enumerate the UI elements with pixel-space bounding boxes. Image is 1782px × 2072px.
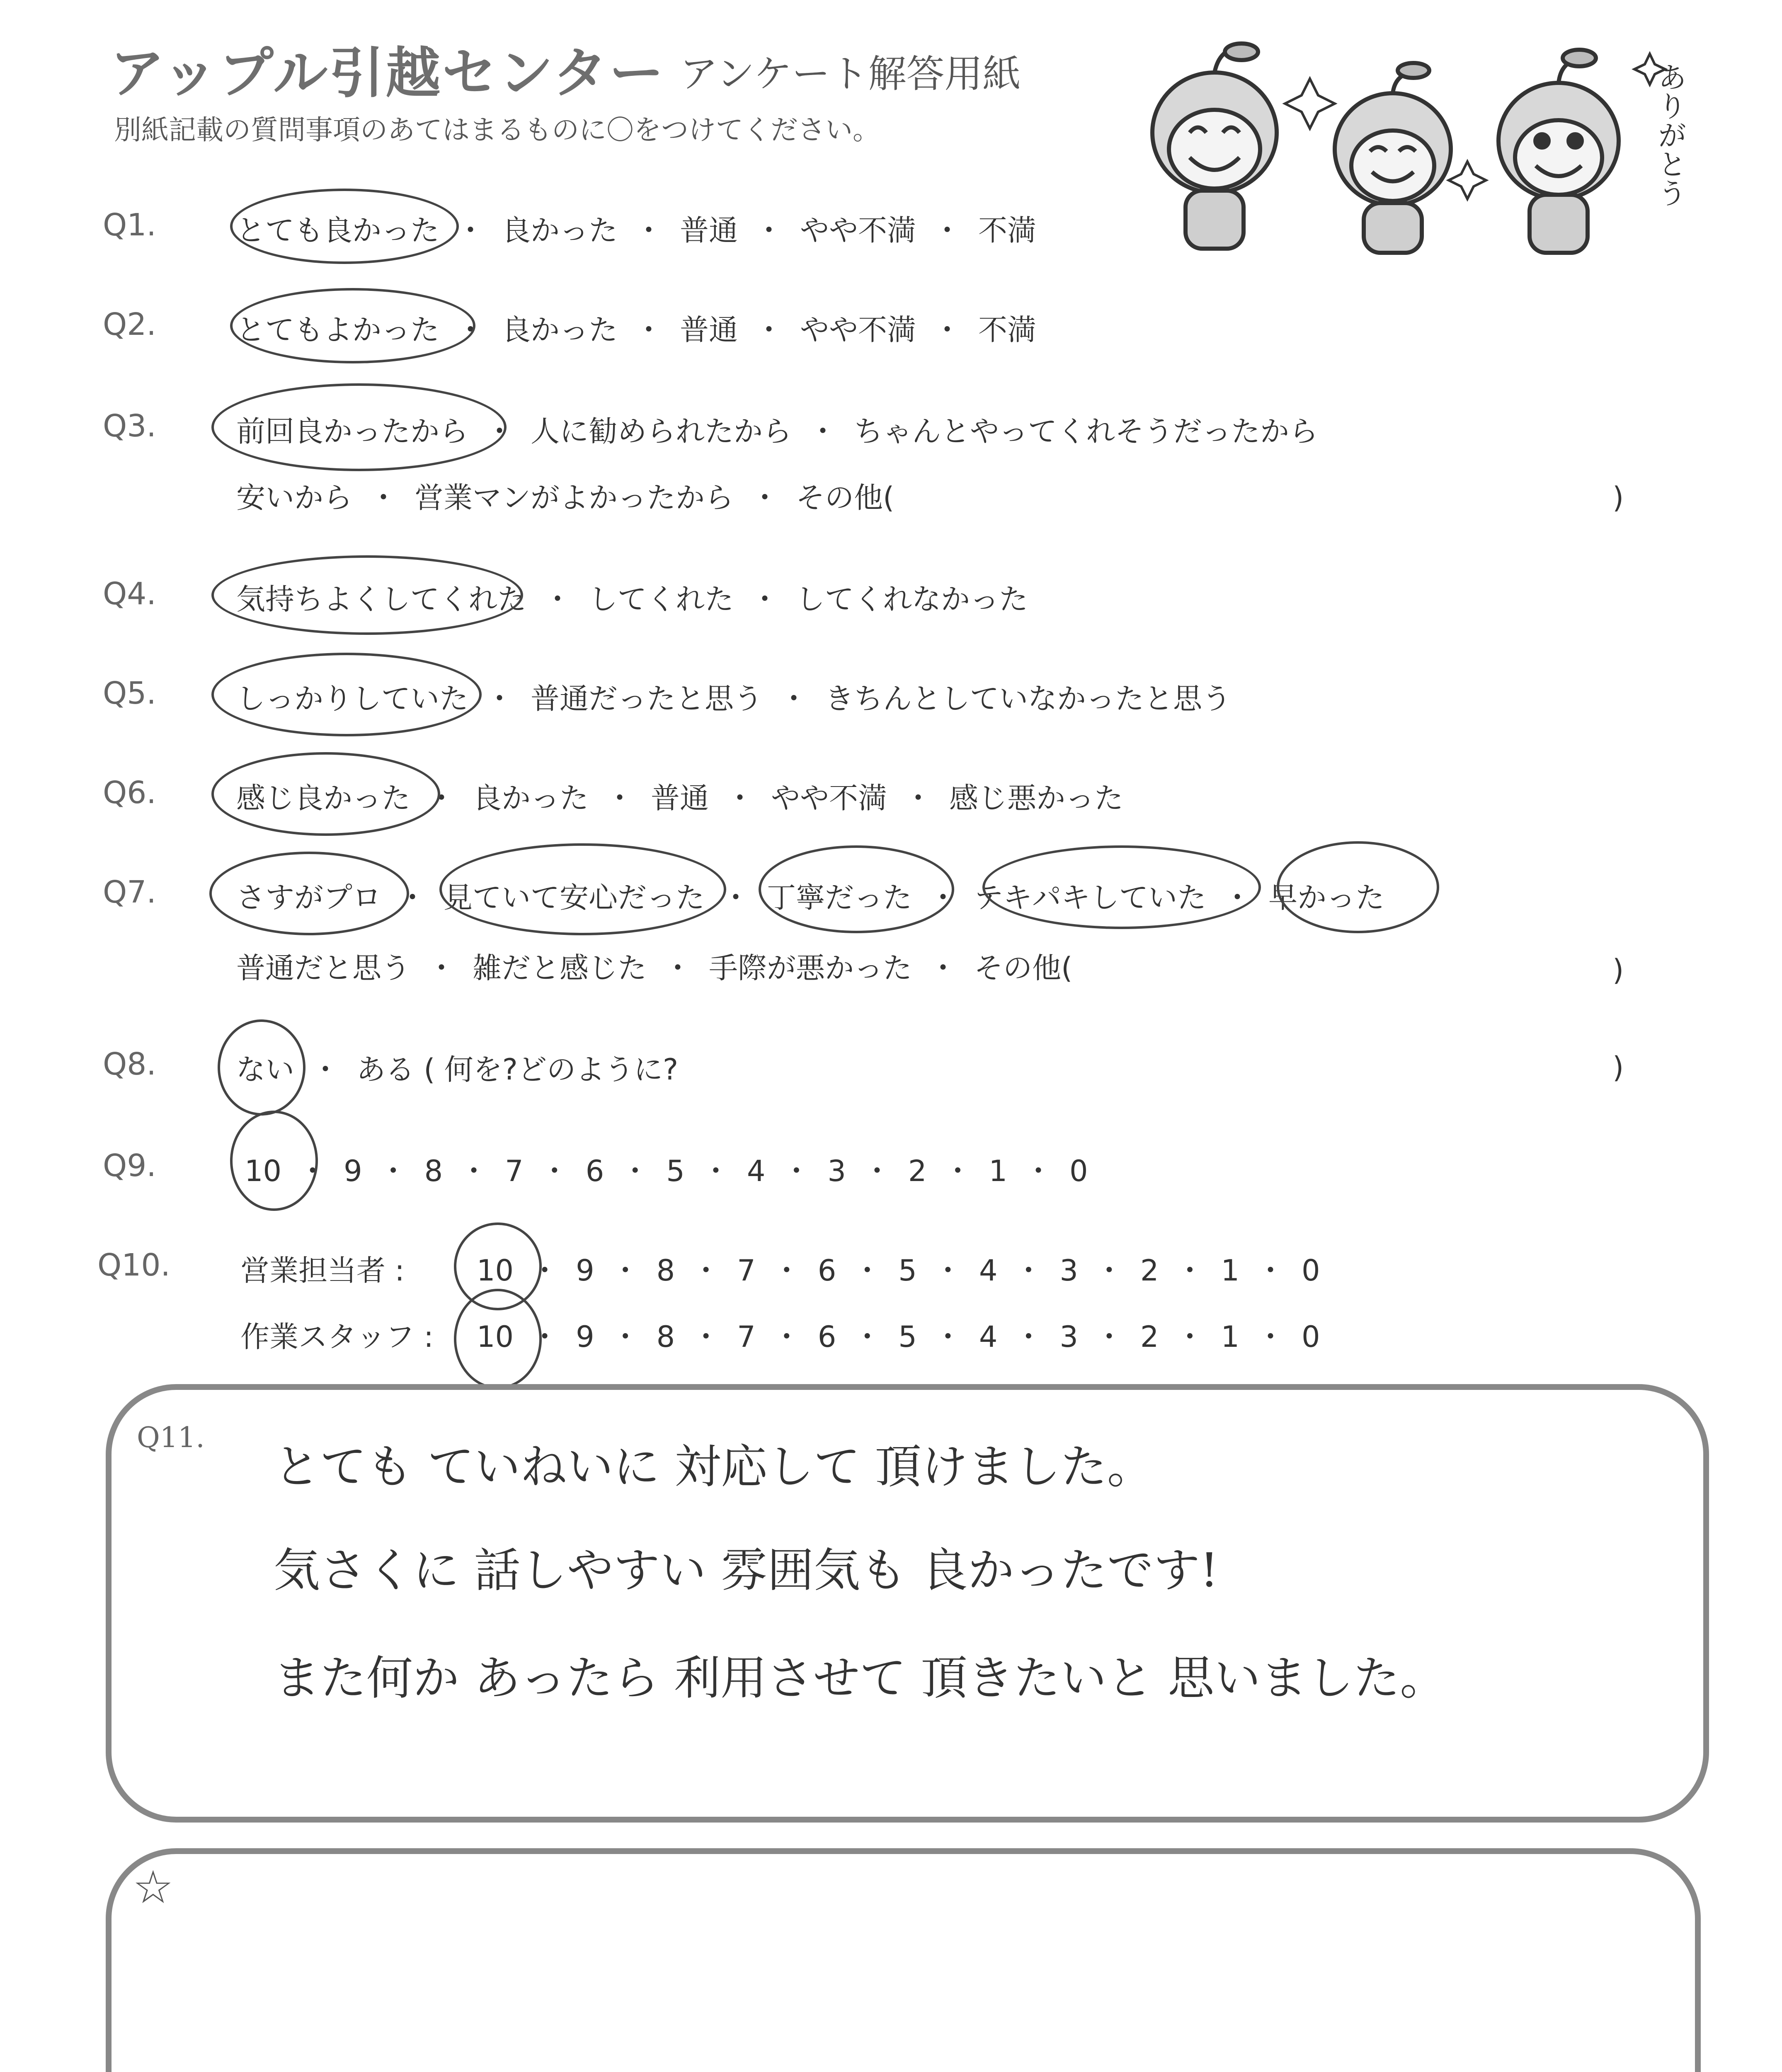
q9-score[interactable]: 0 [1069,1154,1088,1188]
q8-label: Q8. [103,1046,156,1082]
q10-staff-score[interactable]: 3 [1060,1320,1078,1354]
q10-staff-score[interactable]: 7 [737,1320,756,1354]
q7-option[interactable]: 早かった [1268,881,1384,915]
q6-option[interactable]: 感じ悪かった [949,781,1123,815]
mascot-caption: ありがとう [1653,62,1687,207]
q2-option[interactable]: とてもよかった [236,313,439,347]
q1-option[interactable]: 普通 [680,213,738,247]
q9-score[interactable]: 10 [245,1154,282,1188]
q2-options: とてもよかった ・ 良かった ・ 普通 ・ やや不満 ・ 不満 [236,307,1036,349]
q10-sales-label: 営業担当者 : [240,1254,405,1288]
q10-sales-score[interactable]: 6 [817,1254,836,1288]
q4-option[interactable]: してくれた [589,582,734,616]
mascot-illustration [1127,29,1691,261]
q10-label: Q10. [97,1247,170,1283]
q1-options: とても良かった ・ 良かった ・ 普通 ・ やや不満 ・ 不満 [236,207,1036,249]
q6-option[interactable]: 良かった [473,781,589,815]
q3-option[interactable]: 営業マンがよかったから [415,481,734,515]
q9-score[interactable]: 1 [989,1154,1007,1188]
q7-label: Q7. [103,874,156,910]
q10-staff-score[interactable]: 10 [477,1320,514,1354]
q11-label: Q11. [137,1421,205,1454]
q10-staff-score[interactable]: 6 [817,1320,836,1354]
q10-sales-score[interactable]: 3 [1060,1254,1078,1288]
q1-option[interactable]: とても良かった [236,213,439,247]
q4-options: 気持ちよくしてくれた ・ してくれた ・ してくれなかった [236,576,1028,618]
q9-score[interactable]: 4 [747,1154,766,1188]
q7-options-line2: 普通だと思う ・ 雑だと感じた ・ 手際が悪かった ・ その他( [236,945,1072,987]
q3-options-line2: 安いから ・ 営業マンがよかったから ・ その他( [236,474,894,516]
q11-handwritten-line-2: 気さくに 話しやすい 雰囲気も 良かったです! [274,1544,1219,1598]
q3-option[interactable]: その他( [796,481,895,515]
q1-option[interactable]: 不満 [978,213,1036,247]
q10-sales-score[interactable]: 0 [1302,1254,1320,1288]
q10-sales-score[interactable]: 9 [576,1254,594,1288]
q10-sales-score[interactable]: 10 [477,1254,514,1288]
q9-label: Q9. [103,1148,156,1184]
q9-score[interactable]: 3 [827,1154,846,1188]
q3-option[interactable]: 安いから [236,481,352,515]
q5-option[interactable]: きちんとしていなかったと思う [825,682,1231,716]
q10-staff-label: 作業スタッフ : [240,1320,434,1354]
q7-option[interactable]: 見ていて安心だった [444,881,705,915]
q10-sales-score[interactable]: 1 [1221,1254,1239,1288]
q7-option[interactable]: 丁寧だった [767,881,912,915]
star-comment-box[interactable] [106,1848,1701,2072]
form-subtitle: アンケート解答用紙 [680,52,1021,96]
q9-score[interactable]: 8 [424,1154,443,1188]
q3-option[interactable]: ちゃんとやってくれそうだったから [854,414,1318,448]
q3-option[interactable]: 前回良かったから [236,414,468,448]
q7-option[interactable]: テキパキしていた [974,881,1206,915]
q3-label: Q3. [103,408,156,444]
q3-options-line1: 前回良かったから ・ 人に勧められたから ・ ちゃんとやってくれそうだったから [236,408,1318,450]
q7-option[interactable]: 手際が悪かった [709,951,912,985]
star-icon: ☆ [133,1861,174,1914]
q1-option[interactable]: やや不満 [800,213,916,247]
q7-option[interactable]: その他( [974,951,1073,985]
q10-staff-score[interactable]: 5 [898,1320,917,1354]
q10-staff-score[interactable]: 0 [1302,1320,1320,1354]
q1-label: Q1. [103,207,156,243]
q5-option[interactable]: しっかりしていた [236,682,468,716]
q10-staff-score[interactable]: 4 [979,1320,998,1354]
q7-option[interactable]: 普通だと思う [236,951,410,985]
q2-option[interactable]: やや不満 [800,313,916,347]
q2-label: Q2. [103,307,156,342]
q10-sales-score[interactable]: 4 [979,1254,998,1288]
q6-label: Q6. [103,775,156,811]
q10-sales-score[interactable]: 7 [737,1254,756,1288]
q10-staff-score[interactable]: 1 [1221,1320,1239,1354]
company-title: アップル引越センター [110,41,666,105]
q5-label: Q5. [103,675,156,711]
q7-option[interactable]: さすがプロ [236,881,381,915]
q5-option[interactable]: 普通だったと思う [531,682,763,716]
q7-close-paren: ) [1612,953,1624,987]
q3-option[interactable]: 人に勧められたから [531,414,792,448]
q3-close-paren: ) [1612,481,1624,515]
q10-staff-score[interactable]: 2 [1140,1320,1159,1354]
q6-option[interactable]: 感じ良かった [236,781,410,815]
q10-staff-score[interactable]: 9 [576,1320,594,1354]
q5-options: しっかりしていた ・ 普通だったと思う ・ きちんとしていなかったと思う [236,675,1231,717]
q4-label: Q4. [103,576,156,612]
q9-score[interactable]: 5 [666,1154,685,1188]
q6-option[interactable]: 普通 [651,781,709,815]
q10-sales-score[interactable]: 8 [656,1254,675,1288]
q8-close-paren: ) [1612,1051,1624,1084]
q10-sales-score[interactable]: 2 [1140,1254,1159,1288]
q4-option[interactable]: 気持ちよくしてくれた [236,582,526,616]
q4-option[interactable]: してくれなかった [796,582,1028,616]
q10-sales-score[interactable]: 5 [898,1254,917,1288]
q2-option[interactable]: 普通 [680,313,738,347]
q7-option[interactable]: 雑だと感じた [473,951,647,985]
q9-score[interactable]: 2 [908,1154,927,1188]
q8-option[interactable]: ある ( 何を?どのように? [356,1053,679,1087]
q2-option[interactable]: 良かった [502,313,618,347]
q2-option[interactable]: 不満 [978,313,1036,347]
q11-handwritten-line-1: とても ていねいに 対応して 頂けました。 [274,1440,1154,1494]
q9-score[interactable]: 9 [344,1154,362,1188]
instruction-text: 別紙記載の質問事項のあてはまるものに〇をつけてください。 [114,114,880,146]
q6-option[interactable]: やや不満 [771,781,887,815]
q11-handwritten-line-3: また何か あったら 利用させて 頂きたいと 思いました。 [274,1651,1447,1705]
q6-options: 感じ良かった ・ 良かった ・ 普通 ・ やや不満 ・ 感じ悪かった [236,775,1123,817]
q7-options-line1: さすがプロ ・ 見ていて安心だった ・ 丁寧だった ・ テキパキしていた ・ 早かった [236,874,1384,916]
q10-sales-scale: 10 ・ 9 ・ 8 ・ 7 ・ 6 ・ 5 ・ 4 ・ 3 ・ 2 ・ 1 ・ 0 [477,1254,1320,1288]
q10-staff-score[interactable]: 8 [656,1320,675,1354]
q9-score[interactable]: 7 [505,1154,524,1188]
q10-staff-scale: 10 ・ 9 ・ 8 ・ 7 ・ 6 ・ 5 ・ 4 ・ 3 ・ 2 ・ 1 ・ 0 [477,1320,1320,1354]
q9-scale: 10 ・ 9 ・ 8 ・ 7 ・ 6 ・ 5 ・ 4 ・ 3 ・ 2 ・ 1 ・ 0 [245,1154,1088,1188]
q8-options: ない ・ ある ( 何を?どのように? [236,1046,678,1088]
q1-option[interactable]: 良かった [502,213,618,247]
q8-option[interactable]: ない [236,1053,294,1087]
q9-score[interactable]: 6 [585,1154,604,1188]
